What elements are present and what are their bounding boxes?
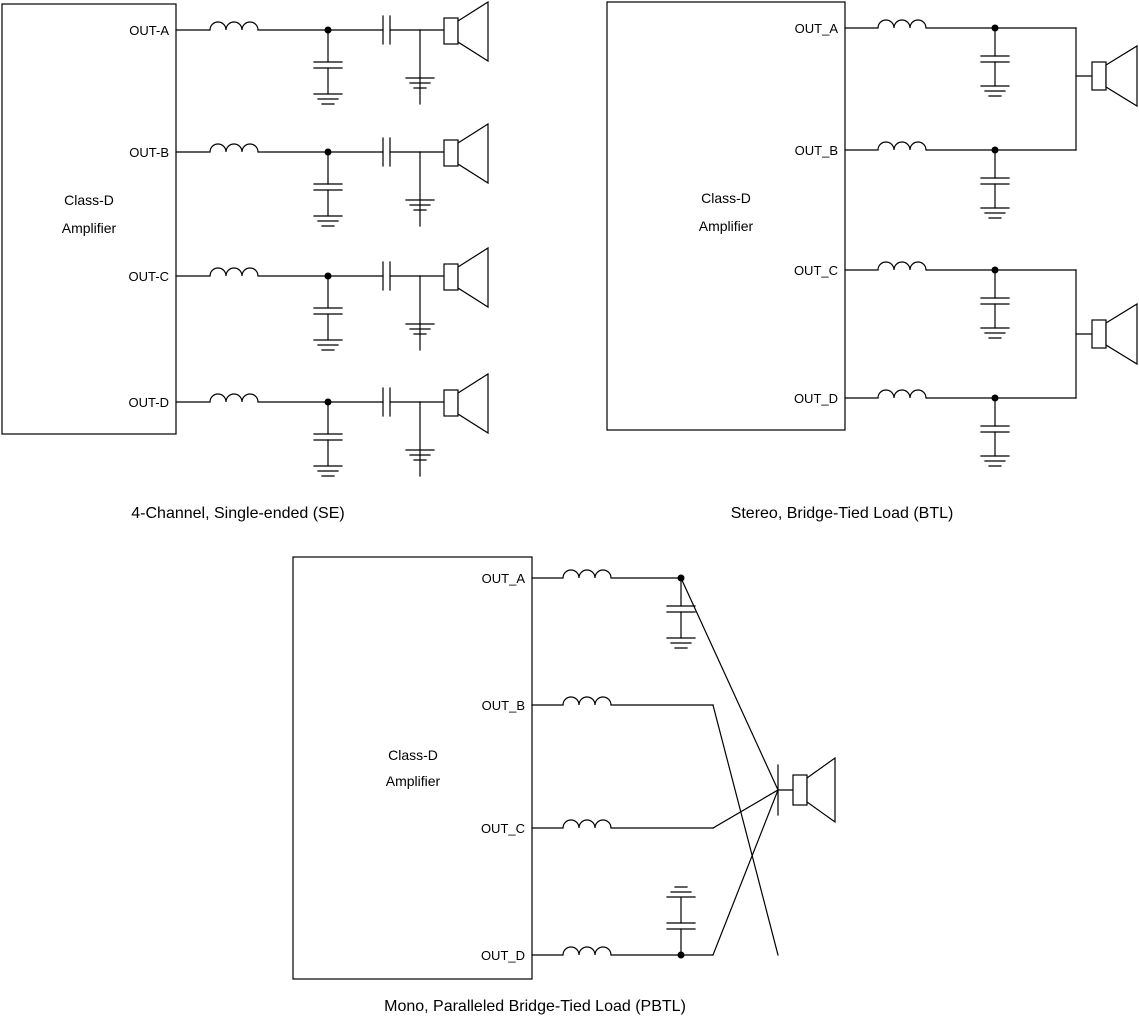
se-d-ground-symbol <box>314 466 342 476</box>
se-caption: 4-Channel, Single-ended (SE) <box>131 505 345 522</box>
btl-pin-label-out-c: OUT_C <box>793 263 838 278</box>
panel-se <box>2 2 488 522</box>
btl-speaker1-cone <box>1106 46 1137 106</box>
pbtl-amplifier-block <box>293 557 532 979</box>
pbtl-speaker-cone <box>807 758 835 822</box>
pbtl-speaker-body <box>793 775 807 805</box>
pbtl-pin-label-out-c: OUT_C <box>480 821 525 836</box>
se-a-speaker-body <box>444 18 458 44</box>
pbtl-a-cross-wire <box>681 578 778 790</box>
pbtl-pin-label-out-d: OUT_D <box>480 948 525 963</box>
pbtl-d-ground-symbol <box>667 887 695 923</box>
btl-block-label-line1: Class-D <box>701 190 751 206</box>
pbtl-pin-label-out-b: OUT_B <box>481 698 525 713</box>
btl-block-label-line2: Amplifier <box>698 218 754 234</box>
se-a-inductor <box>210 22 258 30</box>
se-d-speaker-body <box>444 390 458 416</box>
btl-pin-label-out-d: OUT_D <box>793 391 838 406</box>
pbtl-d-inductor <box>563 947 611 955</box>
btl-c-inductor <box>878 262 926 270</box>
pbtl-d-cross-wire <box>713 790 778 955</box>
se-c-inductor <box>210 268 258 276</box>
se-c-ground-symbol <box>314 340 342 350</box>
se-b-speaker-body <box>444 140 458 166</box>
btl-b-inductor <box>878 142 926 150</box>
pbtl-block-label-line1: Class-D <box>388 747 438 763</box>
se-d-inductor <box>210 394 258 402</box>
se-a-speaker-cone <box>458 2 488 61</box>
pbtl-a-ground-symbol <box>667 638 695 648</box>
se-pin-label-out-a: OUT-A <box>129 23 169 38</box>
se-c-speaker-cone <box>458 248 488 307</box>
se-amplifier-block <box>2 4 176 434</box>
btl-caption: Stereo, Bridge-Tied Load (BTL) <box>730 505 954 522</box>
btl-speaker2-cone <box>1106 304 1137 364</box>
pbtl-a-inductor <box>563 570 611 578</box>
btl-speaker1-body <box>1092 62 1106 90</box>
panel-pbtl <box>293 557 835 1015</box>
btl-pin-label-out-a: OUT_A <box>794 21 838 36</box>
se-pin-label-out-c: OUT-C <box>128 269 169 284</box>
pbtl-c-inductor <box>563 820 611 828</box>
pbtl-caption: Mono, Paralleled Bridge-Tied Load (PBTL) <box>384 998 686 1015</box>
se-b-speaker-cone <box>458 124 488 183</box>
se-b-ground-symbol <box>314 216 342 226</box>
pbtl-c-cross-wire <box>713 790 778 828</box>
se-pin-label-out-d: OUT-D <box>128 395 169 410</box>
btl-amplifier-block <box>607 2 845 430</box>
btl-a-inductor <box>878 20 926 28</box>
se-block-label-line1: Class-D <box>64 192 114 208</box>
btl-a-ground-symbol <box>981 86 1009 96</box>
se-pin-label-out-b: OUT-B <box>129 145 169 160</box>
pbtl-block-label-line2: Amplifier <box>385 773 441 789</box>
btl-pin-label-out-b: OUT_B <box>794 143 838 158</box>
btl-b-ground-symbol <box>981 208 1009 218</box>
pbtl-b-cross-wire <box>713 705 778 955</box>
btl-c-ground-symbol <box>981 328 1009 338</box>
btl-d-ground-symbol <box>981 456 1009 466</box>
se-block-label-line2: Amplifier <box>61 220 117 236</box>
pbtl-pin-label-out-a: OUT_A <box>481 571 525 586</box>
panel-btl <box>607 2 1137 522</box>
btl-d-inductor <box>878 390 926 398</box>
se-b-inductor <box>210 144 258 152</box>
se-d-speaker-cone <box>458 374 488 433</box>
btl-speaker2-body <box>1092 320 1106 348</box>
pbtl-b-inductor <box>563 697 611 705</box>
se-c-speaker-body <box>444 264 458 290</box>
se-a-ground-symbol <box>314 94 342 104</box>
